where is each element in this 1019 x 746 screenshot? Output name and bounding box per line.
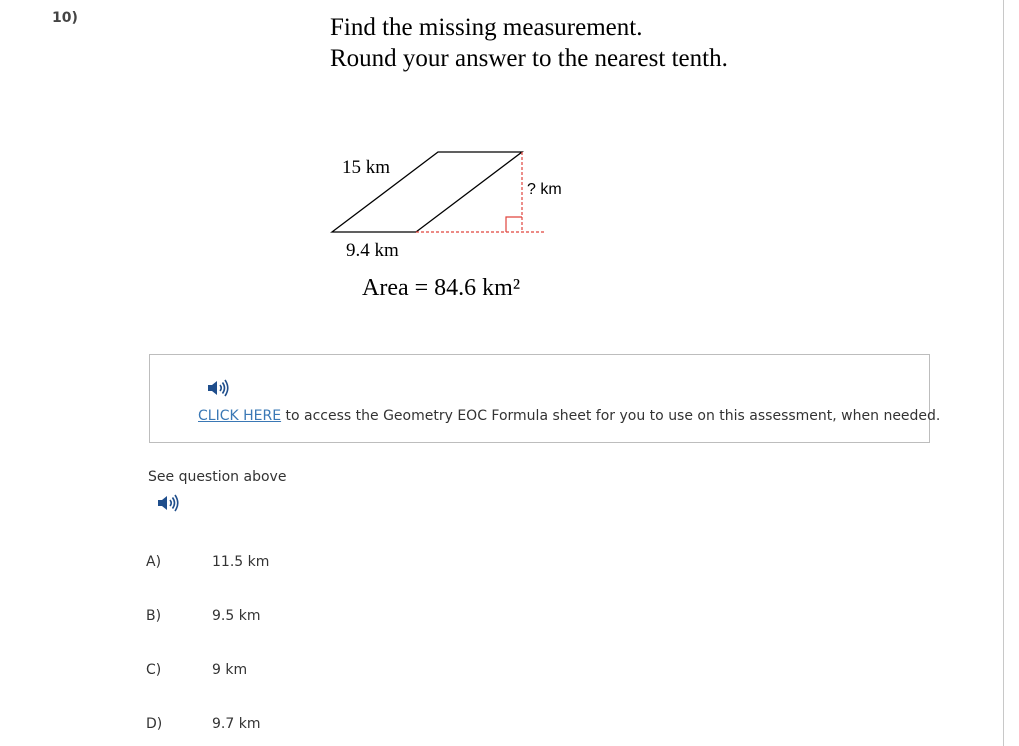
choice-letter: A) [146, 554, 162, 570]
area-label: Area = 84.6 km² [362, 275, 521, 301]
choice-text: 9.7 km [212, 716, 261, 732]
height-label: ? km [527, 181, 562, 198]
answer-choice-c[interactable] [146, 662, 446, 686]
side-length-label: 15 km [342, 157, 391, 178]
formula-sheet-link[interactable]: CLICK HERE [198, 408, 282, 424]
parallelogram-figure [320, 140, 580, 310]
answer-choice-a[interactable] [146, 554, 446, 578]
prompt-line-2: Round your answer to the nearest tenth. [330, 45, 728, 72]
formula-sheet-box [149, 354, 941, 443]
formula-sheet-description: to access the Geometry EOC Formula sheet for you to use on this assessment, when needed. [281, 408, 941, 424]
prompt-line-1: Find the missing measurement. [330, 14, 643, 41]
question-stem: See question above [148, 469, 287, 485]
page-right-border [1003, 0, 1004, 746]
answer-choice-d[interactable] [146, 716, 446, 740]
choice-text: 11.5 km [212, 554, 270, 570]
question-prompt [330, 12, 728, 74]
speaker-icon[interactable] [156, 492, 180, 514]
formula-sheet-text [198, 408, 940, 424]
right-angle-mark [506, 217, 522, 232]
choice-letter: C) [146, 662, 162, 678]
question-number: 10) [52, 10, 78, 26]
choice-letter: B) [146, 608, 162, 624]
choice-text: 9.5 km [212, 608, 261, 624]
choice-text: 9 km [212, 662, 248, 678]
answer-choice-b[interactable] [146, 608, 446, 632]
base-length-label: 9.4 km [346, 240, 399, 261]
speaker-icon[interactable] [206, 377, 230, 399]
choice-letter: D) [146, 716, 163, 732]
